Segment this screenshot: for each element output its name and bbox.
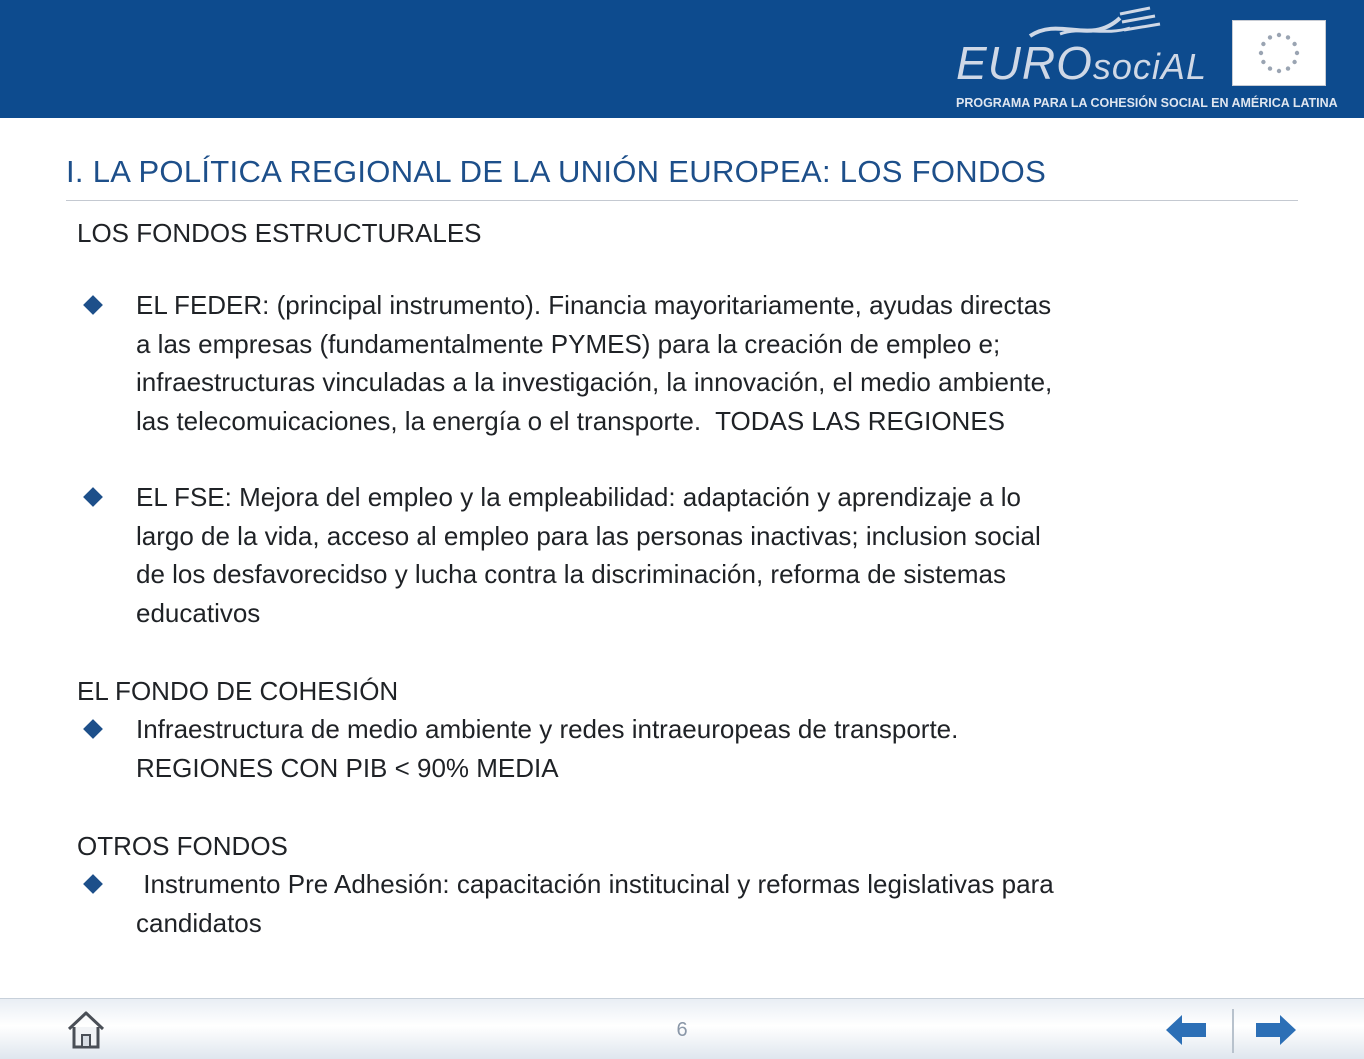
bullet-line: candidatos xyxy=(136,907,262,938)
bullet-line: Infraestructura de medio ambiente y redes intraeuropeas de transporte. xyxy=(136,714,959,744)
flag-star xyxy=(1295,51,1299,55)
nav-divider xyxy=(1232,1009,1234,1053)
bullet-line: REGIONES CON PIB < 90% MEDIA xyxy=(136,752,559,783)
eu-flag-icon xyxy=(1232,20,1326,86)
page-number: 6 xyxy=(676,1019,688,1041)
flag-star xyxy=(1261,60,1265,64)
title-divider xyxy=(66,200,1298,201)
diamond-bullet-icon xyxy=(83,295,103,315)
flag-star xyxy=(1277,33,1281,37)
bullet-line: largo de la vida, acceso al empleo para las personas inactivas; inclusion social xyxy=(136,520,1041,551)
bullet-line: a las empresas (fundamentalmente PYMES) para la creación de empleo e; xyxy=(136,328,1001,359)
flag-star xyxy=(1277,69,1281,73)
diamond-bullet-icon xyxy=(83,487,103,507)
header-banner xyxy=(0,0,1364,118)
diamond-bullet-icon xyxy=(83,874,103,894)
bullet-item xyxy=(77,865,1277,942)
diamond-bullet-icon xyxy=(83,719,103,739)
logo-tagline: PROGRAMA PARA LA COHESIÓN SOCIAL EN AMÉRICA LATINA xyxy=(956,96,1338,110)
flag-star xyxy=(1259,51,1263,55)
home-icon[interactable] xyxy=(66,1009,106,1051)
bullet-line: Instrumento Pre Adhesión: capacitación institucinal y reformas legislativas para xyxy=(136,869,1054,899)
bullet-line: de los desfavorecidso y lucha contra la discriminación, reforma de sistemas xyxy=(136,559,1006,589)
arrow-left-icon[interactable] xyxy=(1164,1013,1208,1047)
bullet-item xyxy=(77,710,1277,787)
flag-star xyxy=(1268,66,1272,70)
section-heading: OTROS FONDOS xyxy=(77,831,288,861)
page-title: I. LA POLÍTICA REGIONAL DE LA UNIÓN EUROPEA: LOS FONDOS xyxy=(66,154,1047,189)
flag-star xyxy=(1261,42,1265,46)
footer-bar xyxy=(0,998,1364,1059)
flag-star xyxy=(1292,60,1296,64)
bullet-line: las telecomuicaciones, la energía o el transporte. TODAS LAS REGIONES xyxy=(136,405,1006,436)
slide-content xyxy=(77,214,1277,942)
logo-wordmark: EUROsociAL xyxy=(956,37,1207,89)
section-heading: EL FONDO DE COHESIÓN xyxy=(77,676,399,706)
section-heading: LOS FONDOS ESTRUCTURALES xyxy=(77,218,482,248)
flag-star xyxy=(1286,35,1290,39)
arrow-right-icon[interactable] xyxy=(1254,1013,1298,1047)
bullet-line: EL FSE: Mejora del empleo y la empleabilidad: adaptación y aprendizaje a lo xyxy=(136,482,1022,512)
bullet-item xyxy=(77,286,1277,440)
flag-star xyxy=(1286,66,1290,70)
bullet-line: EL FEDER: (principal instrumento). Financia mayoritariamente, ayudas directas xyxy=(136,290,1052,320)
bullet-line: educativos xyxy=(136,597,261,628)
bullet-item xyxy=(77,478,1277,632)
flag-star xyxy=(1292,42,1296,46)
flag-star xyxy=(1268,35,1272,39)
bullet-line: infraestructuras vinculadas a la investigación, la innovación, el medio ambiente, xyxy=(136,367,1053,397)
